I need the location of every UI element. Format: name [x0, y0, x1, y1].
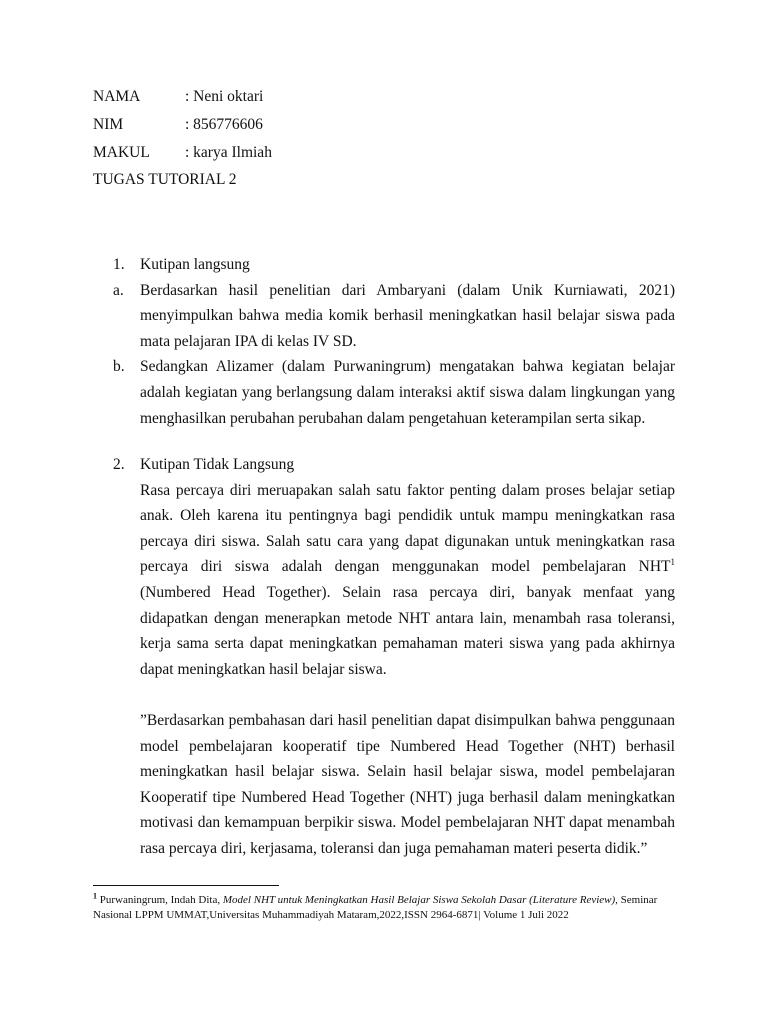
header-key: NIM	[93, 116, 124, 133]
footnote-reference: 1	[670, 557, 675, 568]
header-value: : karya Ilmiah	[185, 144, 272, 161]
task-title: TUGAS TUTORIAL 2	[93, 171, 237, 188]
header-row-nim	[93, 114, 263, 136]
list-item	[113, 278, 675, 355]
paragraph-quote: ”Berdasarkan pembahasan dari hasil penelitian dapat disimpulkan bahwa penggunaan model pembelajaran kooperatif tipe Numbered Head Together (NHT) berhasil meningkatkan hasil belajar siswa. Selain hasil belajar siswa, model pembelajaran Kooperatif tipe Numbered Head Together (NHT) juga berhasil dalam meningkatkan motivasi dan kemampuan berpikir siswa. Model pembelajaran NHT dapat menambah rasa percaya diri, kerjasama, toleransi dan juga pemahaman materi peserta didik.”	[140, 711, 675, 857]
header-value: : 856776606	[185, 116, 263, 133]
footnote-details: , Seminar Nasional LPPM UMMAT,Universitas Muhammadiyah Mataram,2022,ISSN 2964-6871| Volume 1 Juli 2022	[93, 894, 658, 921]
section-kutipan-tidak-langsung	[113, 452, 675, 862]
header-key: NAMA	[93, 88, 141, 105]
section-kutipan-langsung	[113, 252, 675, 431]
footnote	[93, 893, 693, 923]
header-key: MAKUL	[93, 144, 150, 161]
footnote-divider	[93, 885, 279, 886]
list-number: 1.	[113, 256, 125, 273]
section-title: Kutipan langsung	[140, 256, 250, 273]
paragraph-paraphrase	[140, 478, 675, 683]
list-item	[113, 354, 675, 431]
footnote-title: Model NHT untuk Meningkatkan Hasil Belajar Siswa Sekolah Dasar (Literature Review)	[222, 894, 616, 906]
footnote-number: 1	[93, 891, 97, 901]
paragraph-text: (Numbered Head Together). Selain rasa percaya diri, banyak menfaat yang didapatkan dengan menerapkan metode NHT antara lain, menambah rasa toleransi, kerja sama serta dapat meningkatkan pemahaman materi siswa yang pada akhirnya dapat meningkatkan hasil belajar siswa.	[140, 583, 675, 678]
list-item-text: Sedangkan Alizamer (dalam Purwaningrum) mengatakan bahwa kegiatan belajar adalah kegiatan yang berlangsung dalam interaksi aktif siswa dalam lingkungan yang menghasilkan perubahan perubahan dalam pengetahuan keterampilan serta sikap.	[140, 358, 675, 427]
section-title: Kutipan Tidak Langsung	[140, 456, 295, 473]
footnote-author: Purwaningrum, Indah Dita,	[97, 894, 223, 906]
list-letter: b.	[113, 358, 125, 376]
list-number: 2.	[113, 456, 125, 473]
header-value: : Neni oktari	[185, 88, 264, 105]
paragraph-text: Rasa percaya diri meruapakan salah satu faktor penting dalam proses belajar setiap anak. Oleh karena itu pentingnya bagi pendidik untuk mampu meningkatkan rasa percaya diri siswa. Salah satu cara yang dapat digunakan untuk meningkatkan rasa percaya diri siswa adalah dengan menggunakan model pembelajaran NHT	[140, 481, 675, 576]
header-row-nama	[93, 86, 263, 108]
list-item-text: Berdasarkan hasil penelitian dari Ambaryani (dalam Unik Kurniawati, 2021) menyimpulkan bahwa media komik berhasil meningkatkan hasil belajar siswa pada mata pelajaran IPA di kelas IV SD.	[140, 281, 675, 350]
list-letter: a.	[113, 281, 124, 299]
header-row-makul	[93, 142, 272, 164]
